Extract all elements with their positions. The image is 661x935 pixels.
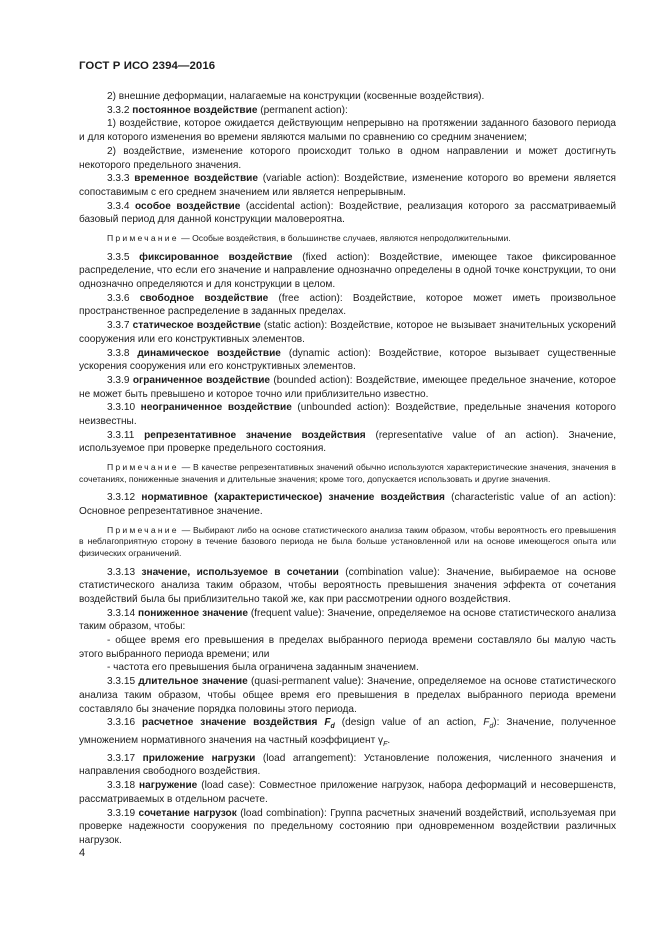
definition-text: (bounded action): Воздействие, имеющее предельное значение, которое не может быть превышено и которое точно или приблизительно известно. bbox=[79, 374, 616, 400]
definition-text: (quasi-permanent value): Значение, определяемое на основе статистического анализа таким образом, чтобы общее время его превышения в пределах выбранного периода времени составляло бы значение порядка половины этого периода. bbox=[79, 676, 616, 715]
defined-term: статическое воздействие bbox=[132, 320, 261, 332]
definition-text: (static action): Воздействие, которое не вызывает значительных ускорений сооружения или его конструктивных элементов. bbox=[79, 320, 616, 345]
symbol-F: F bbox=[324, 717, 331, 729]
defined-term: значение, используемое в сочетании bbox=[141, 566, 339, 578]
note-label: Примечание bbox=[107, 524, 179, 535]
defined-term: расчетное значение воздействия bbox=[142, 717, 325, 729]
definition-text: (design value of an action, bbox=[334, 717, 484, 729]
defined-term: нагружение bbox=[139, 780, 198, 792]
clause-number: 3.3.7 bbox=[107, 320, 133, 332]
defined-term: динамическое воздействие bbox=[137, 347, 281, 359]
definition-paragraph bbox=[79, 566, 616, 607]
defined-term: приложение нагрузки bbox=[142, 752, 256, 764]
paragraph: - общее время его превышения в пределах выбранного периода времени составляло бы малую часть этого выбранного периода времени; или bbox=[79, 635, 616, 660]
definition-text: (dynamic action): Воздействие, которое вызывает существенные ускорения сооружения или его конструктивных элементов. bbox=[79, 347, 616, 373]
definition-text: (fixed action): Воздействие, имеющее такое фиксированное распределение, что если его значение и направление однозначно определены в одной точке конструкции, то они однозначно определяются и для конструкции в целом. bbox=[79, 251, 616, 291]
clause-number: 3.3.12 bbox=[107, 492, 142, 504]
symbol-F: F bbox=[483, 717, 490, 729]
definition-paragraph bbox=[79, 319, 616, 346]
definition-text: (characteristic value of an action): Основное репрезентативное значение. bbox=[79, 492, 617, 518]
clause-number: 3.3.11 bbox=[107, 429, 145, 441]
defined-term: постоянное воздействие bbox=[132, 104, 258, 116]
note bbox=[79, 525, 616, 560]
clause-number: 3.3.2 bbox=[107, 104, 133, 116]
defined-term: пониженное значение bbox=[137, 607, 248, 619]
definition-text: (combination value): Значение, выбираемое на основе статистического анализа таким образом, чтобы вероятность превышения значения эффекта от сочетания воздействий была бы приблизительно такой же, как при рассмотрении одного воздействия. bbox=[79, 566, 617, 605]
document-body bbox=[79, 90, 616, 848]
definition-paragraph bbox=[79, 491, 616, 518]
defined-term: нормативное (характеристическое) значение воздействия bbox=[141, 492, 445, 504]
definition-text: (load case): Совместное приложение нагрузок, набора деформаций и несовершенств, рассматриваемых в отдельном расчете. bbox=[79, 780, 616, 805]
subscript-F: F bbox=[383, 741, 388, 749]
clause-number: 3.3.16 bbox=[107, 717, 143, 729]
clause-number: 3.3.4 bbox=[107, 200, 136, 212]
definition-text: (accidental action): Воздействие, реализация которого за рассматриваемый базовый период для данной конструкции маловероятна. bbox=[79, 200, 616, 226]
clause-number: 3.3.3 bbox=[107, 173, 135, 185]
paragraph: - частота его превышения была ограничена заданным значением. bbox=[107, 662, 419, 674]
clause-number: 3.3.15 bbox=[107, 676, 139, 688]
note-label: Примечание bbox=[107, 233, 179, 244]
defined-term: ограниченное воздействие bbox=[132, 374, 271, 386]
definition-paragraph bbox=[79, 752, 616, 779]
definition-paragraph bbox=[79, 200, 616, 227]
clause-number: 3.3.6 bbox=[107, 292, 140, 304]
subscript-d: d bbox=[489, 723, 494, 731]
defined-term: свободное воздействие bbox=[139, 292, 269, 304]
definition-text: ): Значение, полученное умножением нормативного значения на частный коэффициент γ bbox=[79, 717, 617, 746]
paragraph: 1) воздействие, которое ожидается действующим непрерывно на протяжении заданного базового периода и для которого изменения во времени являются малыми по сравнению со средним значением; bbox=[79, 118, 616, 144]
definition-paragraph bbox=[79, 716, 616, 751]
definition-paragraph bbox=[79, 347, 616, 374]
definition-text: (load combination): Группа расчетных значений воздействий, используемая при проверке надежности сооружения по предельному состоянию при одновременном воздействии различных нагрузок. bbox=[79, 807, 616, 846]
definition-paragraph bbox=[79, 607, 616, 634]
definition-paragraph bbox=[79, 172, 616, 199]
definition-text: (free action): Воздействие, которое может иметь произвольное пространственное распределение в заданных пределах. bbox=[79, 292, 616, 318]
definition-text: (load arrangement): Установление положения, численного значения и направления свободного воздействия. bbox=[79, 752, 617, 778]
note-label: Примечание bbox=[107, 462, 179, 473]
paragraph: 2) воздействие, изменение которого происходит только в одном направлении и может достигнуть некоторого предельного значения. bbox=[79, 145, 616, 171]
definition-text: (permanent action): bbox=[257, 104, 348, 116]
document-header: ГОСТ Р ИСО 2394—2016 bbox=[79, 60, 216, 72]
definition-paragraph bbox=[79, 779, 616, 806]
defined-term: неограниченное воздействие bbox=[140, 402, 292, 414]
paragraph: 2) внешние деформации, налагаемые на конструкции (косвенные воздействия). bbox=[107, 91, 485, 102]
defined-term: сочетание нагрузок bbox=[138, 807, 237, 819]
clause-number: 3.3.8 bbox=[107, 347, 138, 359]
clause-number: 3.3.5 bbox=[107, 251, 140, 263]
note-text: — Особые воздействия, в большинстве случаев, являются непродолжительными. bbox=[178, 233, 511, 244]
clause-number: 3.3.10 bbox=[107, 402, 141, 414]
defined-term: фиксированное воздействие bbox=[139, 251, 293, 263]
clause-number: 3.3.14 bbox=[107, 607, 138, 619]
definition-text: (frequent value): Значение, определяемое на основе статистического анализа таким образом, чтобы: bbox=[79, 607, 616, 633]
definition-text: . bbox=[387, 735, 391, 746]
note bbox=[79, 233, 616, 245]
definition-text: (representative value of an action). Значение, используемое при проверке предельного состояния. bbox=[79, 429, 617, 455]
definition-paragraph bbox=[79, 374, 616, 401]
clause-number: 3.3.9 bbox=[107, 374, 133, 386]
definition-paragraph bbox=[79, 104, 616, 118]
defined-term: временное воздействие bbox=[134, 173, 258, 185]
clause-number: 3.3.13 bbox=[107, 566, 142, 578]
definition-paragraph bbox=[79, 429, 616, 456]
clause-number: 3.3.17 bbox=[107, 752, 143, 764]
note-text: — Выбирают либо на основе статистического анализа таким образом, чтобы вероятность его превышения в неблагоприятную сторону в течение базового периода не была больше установленной или на основе имеющегося опыта или физических ограничений. bbox=[79, 524, 616, 558]
definition-paragraph bbox=[79, 292, 616, 319]
definition-paragraph bbox=[79, 807, 616, 848]
defined-term: длительное значение bbox=[138, 676, 248, 688]
definition-paragraph bbox=[79, 401, 616, 428]
subscript-d: d bbox=[330, 723, 335, 731]
definition-text: (variable action): Воздействие, изменение которого во времени является сопоставимым с его среднем значением или является непрерывным. bbox=[79, 173, 616, 198]
defined-term: особое воздействие bbox=[135, 200, 241, 212]
page-number: 4 bbox=[79, 847, 86, 859]
definition-paragraph bbox=[79, 675, 616, 716]
definition-paragraph bbox=[79, 251, 616, 292]
note bbox=[79, 462, 616, 485]
definition-text: (unbounded action): Воздействие, предельные значения которого неизвестны. bbox=[79, 402, 616, 428]
clause-number: 3.3.18 bbox=[107, 780, 140, 792]
defined-term: репрезентативное значение воздействия bbox=[144, 429, 366, 441]
note-text: — В качестве репрезентативных значений обычно используются характеристические значения, значения в сочетаниях, пониженные значения и длительные значения; кроме того, допускается использовать и другие значения. bbox=[79, 462, 616, 484]
clause-number: 3.3.19 bbox=[107, 807, 139, 819]
